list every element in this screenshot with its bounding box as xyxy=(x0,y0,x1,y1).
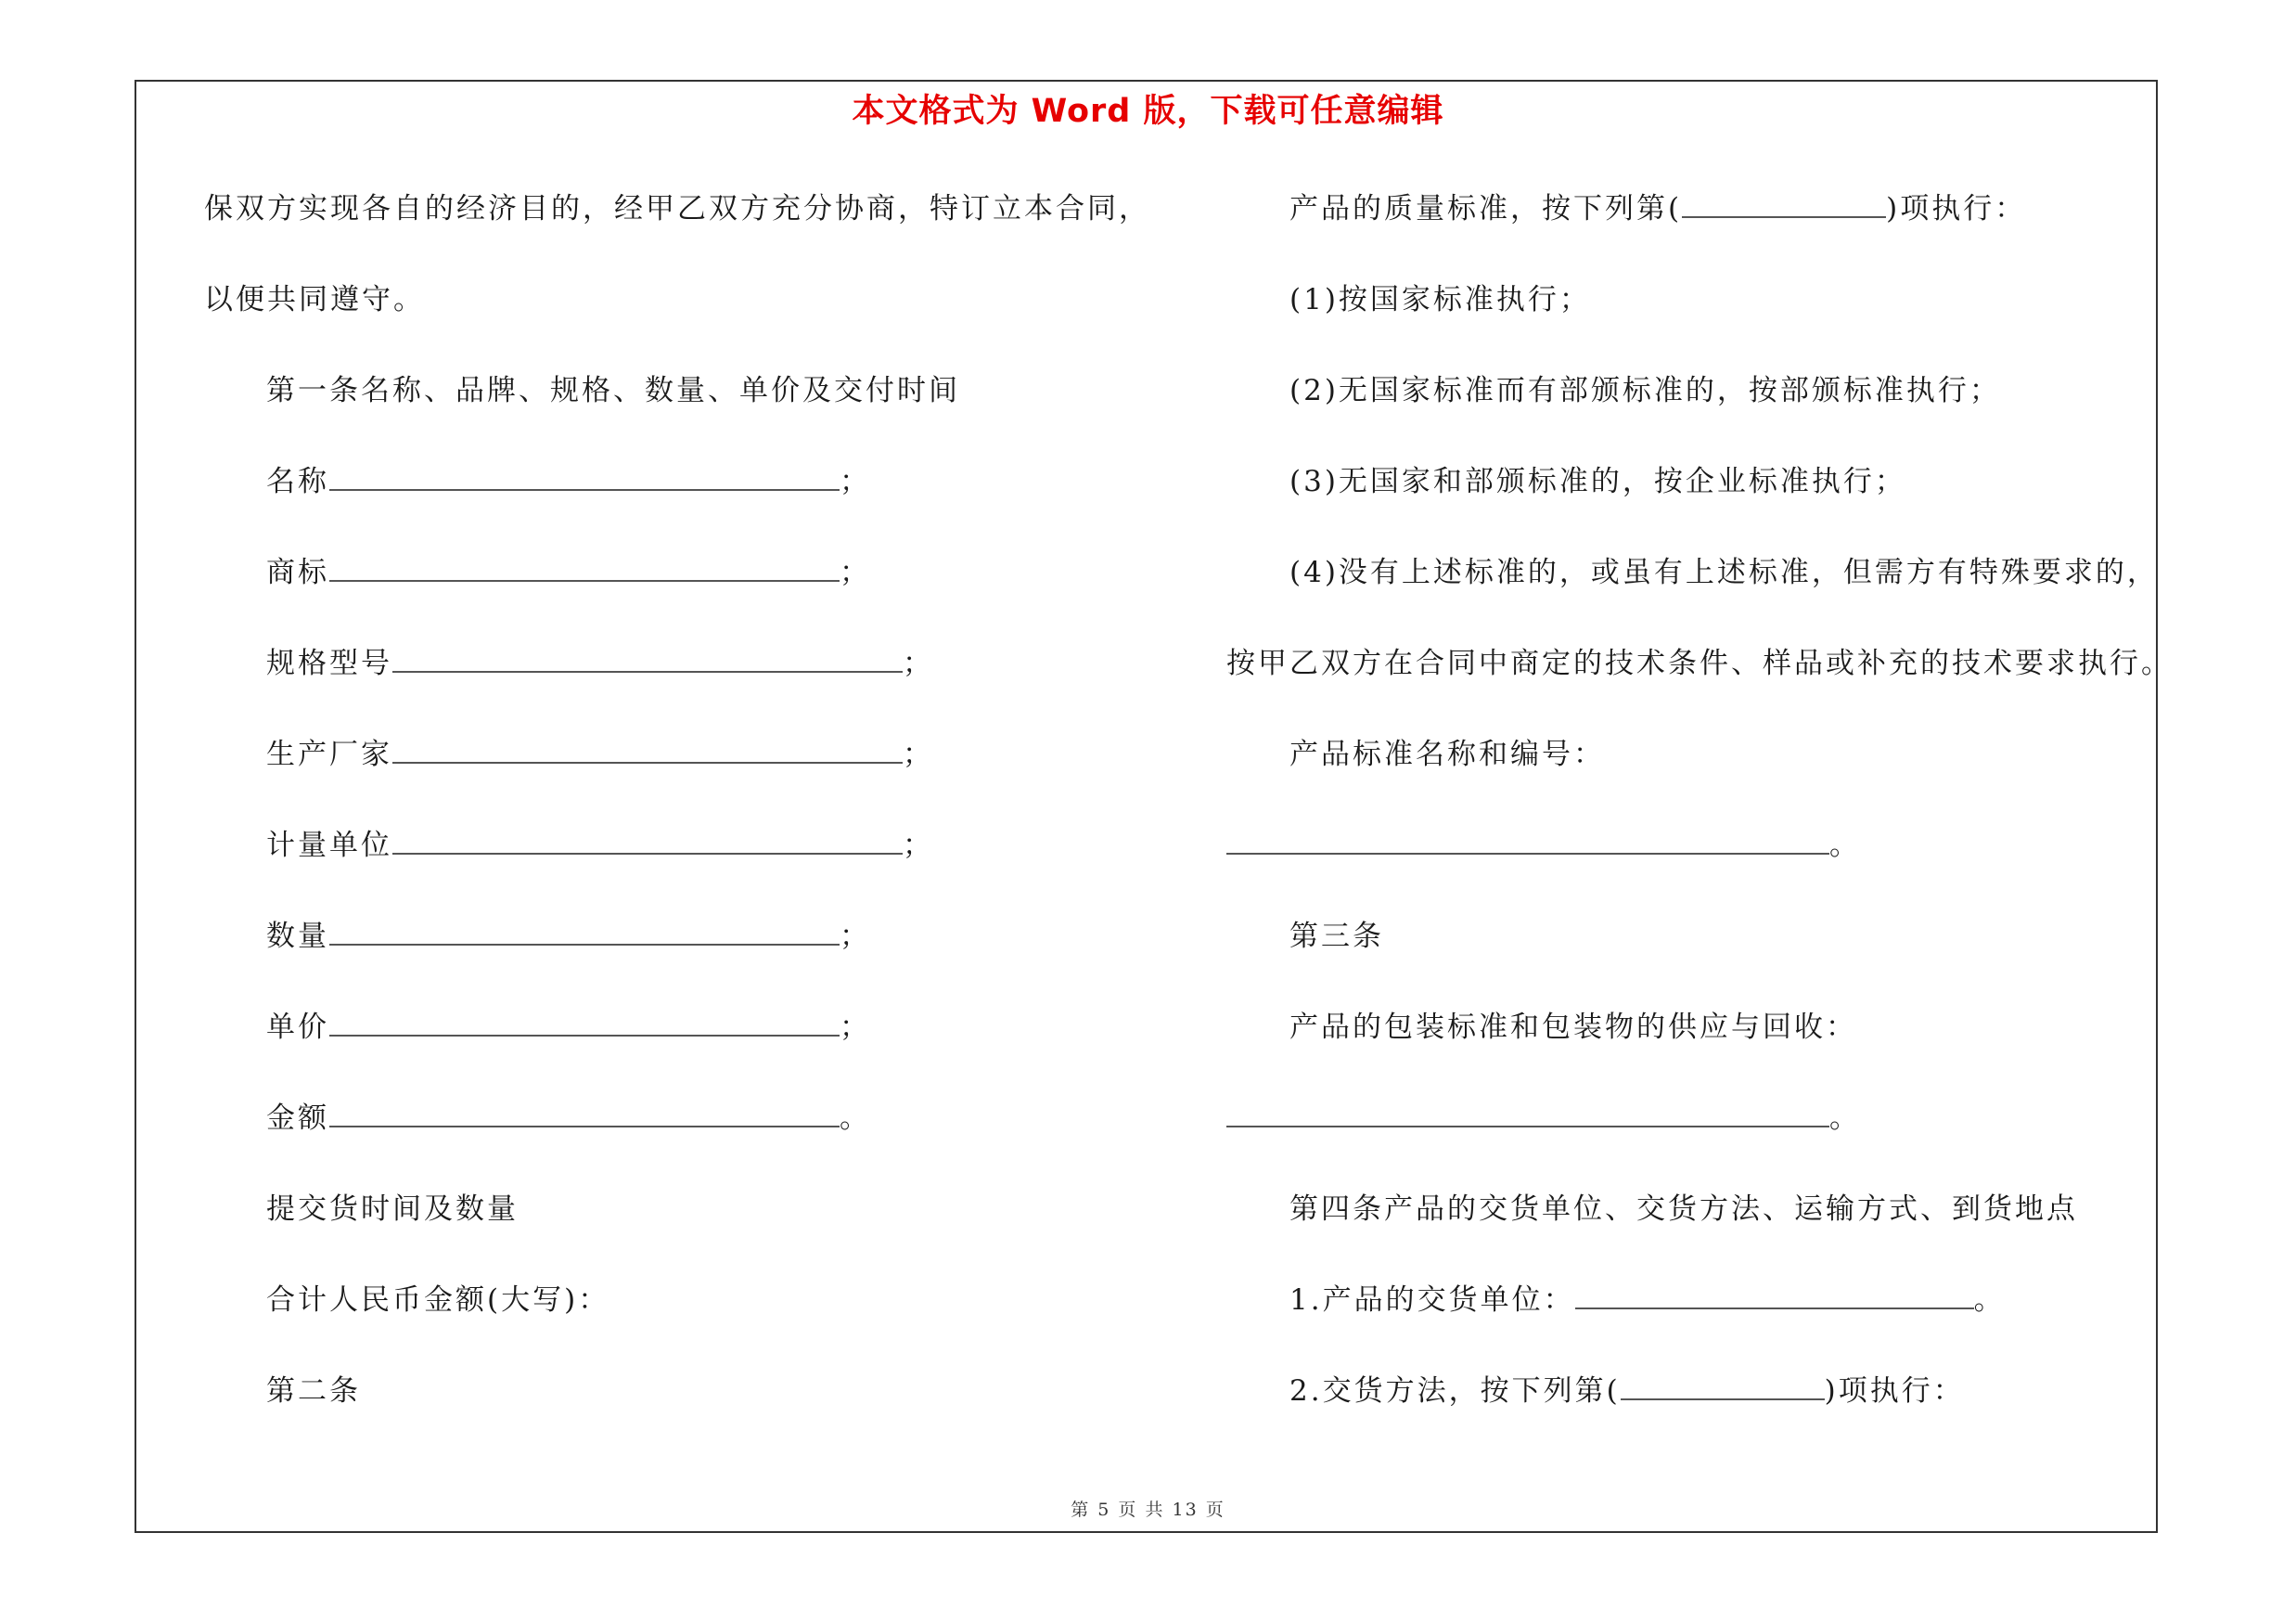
article4-title: 第四条产品的交货单位、交货方法、运输方式、到货地点 xyxy=(1289,1192,2078,1226)
page-number-footer: 第 5 页 共 13 页 xyxy=(1071,1500,1225,1520)
field-label: 规格型号 xyxy=(266,647,392,680)
intro-line-2: 以便共同遵守。 xyxy=(204,283,425,316)
field-spec: 规格型号 ； xyxy=(266,647,934,680)
blank-line xyxy=(1575,1282,1974,1309)
field-trademark: 商标 ； xyxy=(266,556,871,589)
field-quantity: 数量 ； xyxy=(266,920,871,953)
field-label: 数量 xyxy=(266,920,329,953)
blank-line xyxy=(329,554,840,582)
field-label: 单价 xyxy=(266,1011,329,1044)
blank-line xyxy=(392,827,903,855)
delivery-unit-line: 1.产品的交货单位： 。 xyxy=(1289,1283,2006,1317)
blank-line xyxy=(329,918,840,946)
option-1: (1)按国家标准执行； xyxy=(1289,283,1591,316)
field-name: 名称 ； xyxy=(266,465,871,498)
field-label: 商标 xyxy=(266,556,329,589)
field-amount: 金额 。 xyxy=(266,1101,871,1135)
option-2: (2)无国家标准而有部颁标准的，按部颁标准执行； xyxy=(1289,374,2001,407)
packaging-blank: 。 xyxy=(1226,1100,1861,1137)
field-label: 计量单位 xyxy=(266,829,392,862)
packaging-label: 产品的包装标准和包装物的供应与回收： xyxy=(1289,1011,1857,1044)
quality-standard-line: 产品的质量标准，按下列第( )项执行： xyxy=(1289,192,2027,225)
blank-line xyxy=(1682,190,1886,218)
total-rmb-text: 合计人民币金额(大写)： xyxy=(266,1283,610,1317)
option-4-continued: 按甲乙双方在合同中商定的技术条件、样品或补充的技术要求执行。 xyxy=(1226,647,2173,680)
article3-title: 第三条 xyxy=(1289,920,1384,953)
field-label: 金额 xyxy=(266,1101,329,1135)
blank-line xyxy=(392,645,903,673)
standard-name-label: 产品标准名称和编号： xyxy=(1289,738,1605,771)
blank-line xyxy=(329,1009,840,1037)
blank-line xyxy=(1621,1372,1825,1400)
field-unit-price: 单价 ； xyxy=(266,1011,871,1044)
article1-title: 第一条名称、品牌、规格、数量、单价及交付时间 xyxy=(266,374,960,407)
field-unit: 计量单位 ； xyxy=(266,829,934,862)
blank-line xyxy=(329,1100,840,1127)
option-3: (3)无国家和部颁标准的，按企业标准执行； xyxy=(1289,465,1906,498)
intro-line-1: 保双方实现各自的经济目的，经甲乙双方充分协商，特订立本合同， xyxy=(204,192,1150,225)
standard-name-blank: 。 xyxy=(1226,827,1861,864)
delivery-method-line: 2.交货方法，按下列第( )项执行： xyxy=(1289,1374,1965,1408)
word-format-banner: 本文格式为 Word 版，下载可任意编辑 xyxy=(852,93,1444,130)
blank-line xyxy=(1226,1100,1829,1127)
field-label: 生产厂家 xyxy=(266,738,392,771)
field-manufacturer: 生产厂家 ； xyxy=(266,738,934,771)
field-label: 名称 xyxy=(266,465,329,498)
article2-title: 第二条 xyxy=(266,1374,361,1408)
option-4: (4)没有上述标准的，或虽有上述标准，但需方有特殊要求的， xyxy=(1289,556,2159,589)
blank-line xyxy=(329,463,840,491)
delivery-time-text: 提交货时间及数量 xyxy=(266,1192,519,1226)
blank-line xyxy=(392,736,903,764)
blank-line xyxy=(1226,827,1829,855)
